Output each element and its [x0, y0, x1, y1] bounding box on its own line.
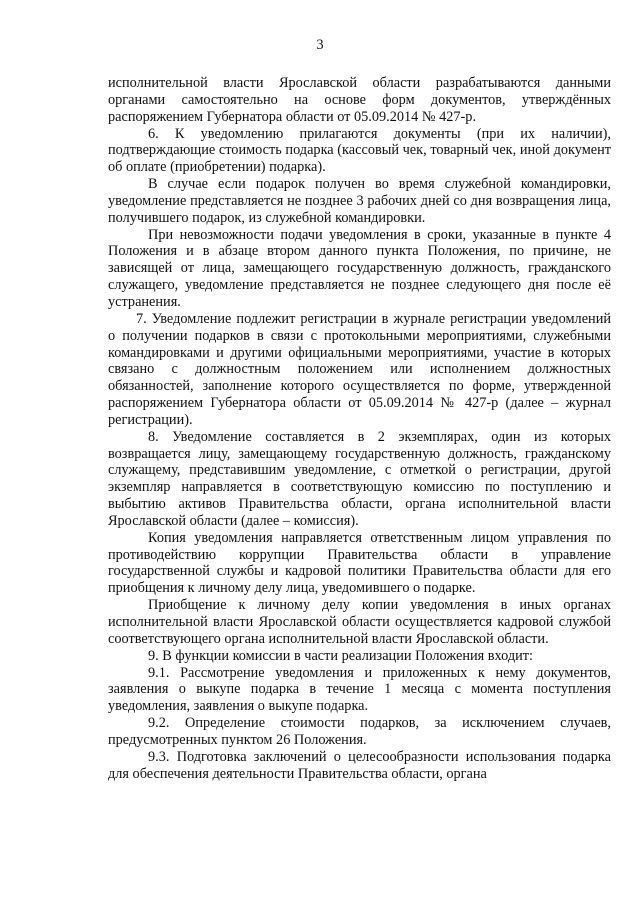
- document-body: [108, 75, 611, 782]
- paragraph-item-9-1: 9.1. Рассмотрение уведомления и приложенных к нему документов, заявления о выкупе подарка в течение 1 месяца с момента поступления уведомления, заявления о выкупе подарка.: [108, 664, 611, 715]
- paragraph-item-9-3: 9.3. Подготовка заключений о целесообразности использования подарка для обеспечения деятельности Правительства области, органа: [108, 748, 611, 782]
- paragraph-copy-notification: Копия уведомления направляется ответственным лицом управления по противодействию коррупции Правительства области в управление государственной службы и кадровой политики Правительства области для его приобщения к личному делу лица, уведомившего о подарке.: [108, 529, 611, 597]
- paragraph-impossibility: При невозможности подачи уведомления в сроки, указанные в пункте 4 Положения и в абзаце втором данного пункта Положения, по причине, не зависящей от лица, замещающего государственную должность, гражданского служащего, уведомление представляется не позднее следующего дня после её устранения.: [108, 226, 611, 310]
- paragraph-item-9: 9. В функции комиссии в части реализации Положения входит:: [148, 647, 534, 664]
- paragraph-item-7: 7. Уведомление подлежит регистрации в журнале регистрации уведомлений о получении подарков в связи с протокольными мероприятиями, служебными командировками и другими официальными мероприятиями, участие в которых связано с должностным положением или исполнением должностных обязанностей, заполнение которого осуществляется по форме, утвержденной распоряжением Губернатора области от 05.09.2014 № 427-р (далее – журнал регистрации).: [108, 310, 611, 428]
- paragraph-item-8: 8. Уведомление составляется в 2 экземплярах, один из которых возвращается лицу, замещающему государственную должность, гражданскому служащему, представившим уведомление, с отметкой о регистрации, другой экземпляр направляется в соответствующую комиссию по поступлению и выбытию активов Правительства области, органа исполнительной власти Ярославской области (далее – комиссия).: [108, 428, 611, 529]
- paragraph-continuation: исполнительной власти Ярославской области разрабатываются данными органами самостоятельно на основе форм документов, утверждённых распоряжением Губернатора области от 05.09.2014 № 427-р.: [108, 75, 611, 125]
- paragraph-item-6: 6. К уведомлению прилагаются документы (при их наличии), подтверждающие стоимость подарка (кассовый чек, товарный чек, иной документ об оплате (приобретении) подарка).: [108, 125, 611, 176]
- page-number: 3: [316, 37, 324, 53]
- paragraph-business-trip: В случае если подарок получен во время служебной командировки, уведомление представляется не позднее 3 рабочих дней со дня возвращения лица, получившего подарок, из служебной командировки.: [108, 176, 611, 226]
- paragraph-attachment: Приобщение к личному делу копии уведомления в иных органах исполнительной власти Ярославской области осуществляется кадровой службой соответствующего органа исполнительной власти Ярославской области.: [108, 597, 611, 647]
- paragraph-item-9-2: 9.2. Определение стоимости подарков, за исключением случаев, предусмотренных пунктом 26 Положения.: [108, 715, 611, 748]
